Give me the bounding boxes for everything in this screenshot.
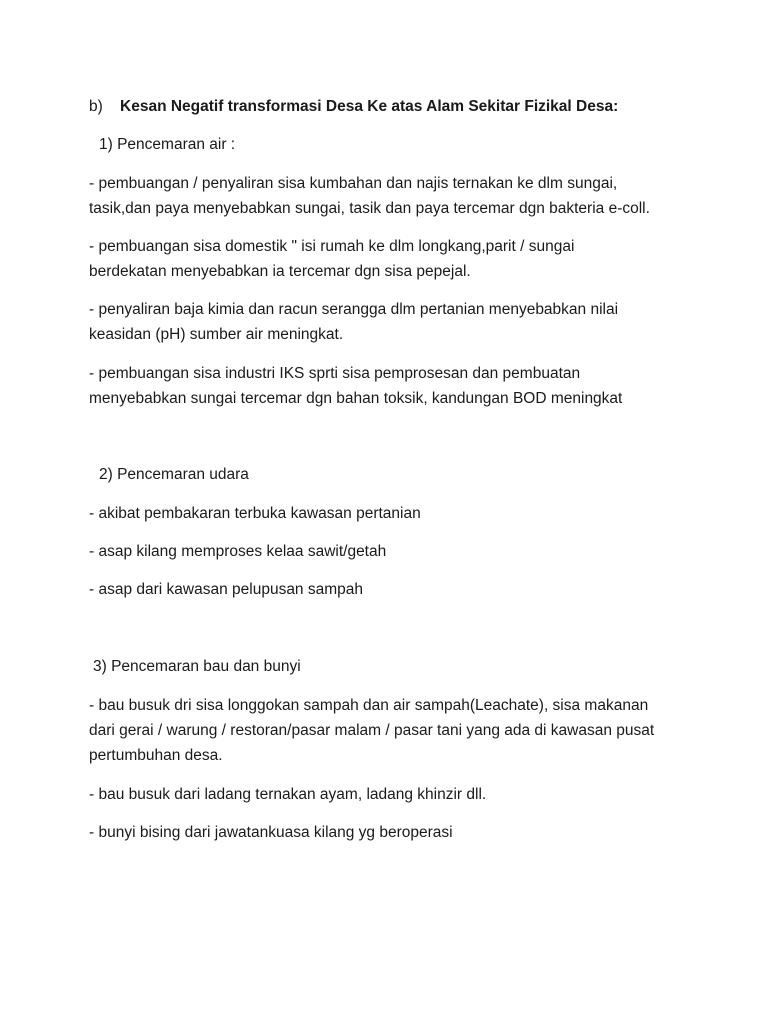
paragraph-line: tasik,dan paya menyebabkan sungai, tasik dan paya tercemar dgn bakteria e-coll. <box>89 200 650 217</box>
paragraph-line: - akibat pembakaran terbuka kawasan pertanian <box>89 505 421 522</box>
paragraph-line: - asap dari kawasan pelupusan sampah <box>89 581 364 598</box>
paragraph-line: dari gerai / warung / restoran/pasar malam / pasar tani yang ada di kawasan pusat <box>89 722 655 739</box>
section-title-udara: 2) Pencemaran udara <box>99 466 249 483</box>
paragraph-line: - penyaliran baja kimia dan racun serangga dlm pertanian menyebabkan nilai <box>89 301 619 318</box>
paragraph-line: - bau busuk dari ladang ternakan ayam, ladang khinzir dll. <box>89 786 487 803</box>
document-heading <box>89 94 768 119</box>
section-title-bau-bunyi: 3) Pencemaran bau dan bunyi <box>93 658 301 675</box>
paragraph-line: pertumbuhan desa. <box>89 747 223 764</box>
section-title-air: 1) Pencemaran air : <box>99 136 236 153</box>
paragraph-line: - pembuangan sisa domestik " isi rumah ke dlm longkang,parit / sungai <box>89 238 575 255</box>
heading-prefix: b) <box>89 98 103 115</box>
paragraph-line: keasidan (pH) sumber air meningkat. <box>89 326 344 343</box>
paragraph-line: berdekatan menyebabkan ia tercemar dgn sisa pepejal. <box>89 263 471 280</box>
paragraph-line: - pembuangan sisa industri IKS sprti sisa pemprosesan dan pembuatan <box>89 365 581 382</box>
paragraph-line: - bunyi bising dari jawatankuasa kilang yg beroperasi <box>89 824 453 841</box>
paragraph-line: - asap kilang memproses kelaa sawit/getah <box>89 543 387 560</box>
paragraph-line: - pembuangan / penyaliran sisa kumbahan dan najis ternakan ke dlm sungai, <box>89 175 618 192</box>
heading-title: Kesan Negatif transformasi Desa Ke atas Alam Sekitar Fizikal Desa: <box>120 98 619 115</box>
paragraph-line: menyebabkan sungai tercemar dgn bahan toksik, kandungan BOD meningkat <box>89 390 623 407</box>
paragraph-line: - bau busuk dri sisa longgokan sampah dan air sampah(Leachate), sisa makanan <box>89 697 649 714</box>
